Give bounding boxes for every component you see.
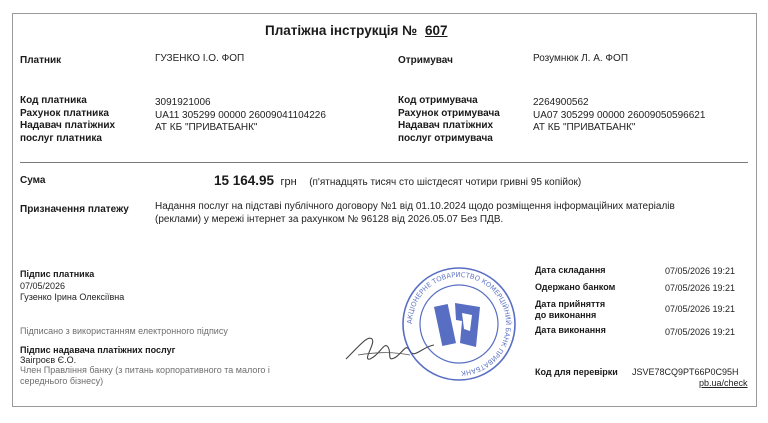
provider-signature-block bbox=[20, 345, 280, 386]
stamp-ring-text: АКЦІОНЕРНЕ ТОВАРИСТВО КОМЕРЦІЙНИЙ БАНК ПРИВАТБАНК bbox=[405, 270, 513, 378]
accepted-date-label-2: до виконання bbox=[535, 310, 597, 320]
recipient-details-labels bbox=[398, 95, 500, 145]
title-label: Платіжна інструкція № bbox=[265, 23, 418, 38]
recipient-name: Розумнюк Л. А. ФОП bbox=[533, 53, 629, 64]
section-divider bbox=[20, 162, 748, 163]
verify-code-label: Код для перевірки bbox=[535, 367, 618, 377]
created-date: 07/05/2026 19:21 bbox=[665, 266, 736, 276]
payer-signature-date: 07/05/2026 bbox=[20, 280, 66, 291]
payer-signature-block bbox=[20, 268, 124, 303]
payer-name: ГУЗЕНКО І.О. ФОП bbox=[155, 53, 245, 64]
provider-signature-name: Заігроєв Є.О. bbox=[20, 355, 77, 365]
recipient-code: 2264900562 bbox=[533, 97, 589, 108]
recipient-code-label: Код отримувача bbox=[398, 95, 478, 106]
payer-code: 3091921006 bbox=[155, 97, 211, 108]
payer-code-label: Код платника bbox=[20, 95, 87, 106]
document-title bbox=[265, 23, 448, 38]
received-date: 07/05/2026 19:21 bbox=[665, 283, 736, 293]
recipient-details-values bbox=[533, 97, 705, 135]
svg-text:АКЦІОНЕРНЕ ТОВАРИСТВО КОМЕРЦІЙ bbox=[406, 271, 513, 377]
recipient-provider-label-2: послуг отримувача bbox=[398, 132, 493, 144]
amount-currency: грн bbox=[280, 176, 297, 188]
verify-link[interactable]: pb.ua/check bbox=[699, 378, 748, 388]
recipient-label: Отримувач bbox=[398, 55, 453, 66]
payer-account-label: Рахунок платника bbox=[20, 107, 109, 119]
recipient-provider-label-1: Надавач платіжних bbox=[398, 120, 494, 131]
payer-account: UA11 305299 00000 26009041104226 bbox=[155, 109, 326, 121]
amount-label: Сума bbox=[20, 175, 46, 186]
payer-provider: АТ КБ "ПРИВАТБАНК" bbox=[155, 122, 258, 133]
document-number: 607 bbox=[424, 23, 448, 38]
executed-date: 07/05/2026 19:21 bbox=[665, 327, 736, 337]
amount-in-words: (п'ятнадцять тисяч сто шістдесят чотири гривні 95 копійок) bbox=[309, 177, 582, 188]
dates-labels bbox=[535, 265, 615, 336]
privatbank-logo-mark bbox=[434, 303, 480, 347]
payer-signature-name: Гузенко Ірина Олексіївна bbox=[20, 291, 125, 302]
accepted-date-label-1: Дата прийняття bbox=[535, 299, 606, 309]
payer-signature-label: Підпис платника bbox=[20, 269, 95, 279]
executed-date-label: Дата виконання bbox=[535, 325, 606, 335]
provider-signature-role: Член Правління банку (з питань корпоративного та малого і середнього бізнесу) bbox=[20, 365, 270, 386]
payer-label: Платник bbox=[20, 55, 62, 66]
payer-details-labels bbox=[20, 95, 115, 145]
received-date-label: Одержано банком bbox=[535, 282, 616, 292]
amount-value: 15 164.95 bbox=[214, 173, 275, 188]
payer-details-values bbox=[155, 97, 326, 135]
created-date-label: Дата складання bbox=[535, 265, 606, 275]
provider-signature-label: Підпис надавача платіжних послуг bbox=[20, 345, 176, 355]
recipient-account: UA07 305299 00000 26009050596621 bbox=[533, 109, 706, 121]
accepted-date: 07/05/2026 19:21 bbox=[665, 304, 736, 314]
payer-provider-label-2: послуг платника bbox=[20, 132, 102, 144]
e-signature-note: Підписано з використанням електронного підпису bbox=[20, 326, 228, 336]
purpose-label: Призначення платежу bbox=[20, 204, 129, 215]
bank-stamp bbox=[400, 265, 518, 383]
recipient-account-label: Рахунок отримувача bbox=[398, 107, 500, 119]
verify-code: JSVE78CQ9PT66P0C95H bbox=[632, 367, 739, 377]
payer-provider-label-1: Надавач платіжних bbox=[20, 120, 116, 131]
recipient-provider: АТ КБ "ПРИВАТБАНК" bbox=[533, 122, 636, 133]
purpose-text: Надання послуг на підставі публічного договору №1 від 01.10.2024 щодо розміщення інформаційних матеріалів (реклами) у мережі інтернет за рахунком № 96128 від 2026.05.07 Без ПДВ. bbox=[155, 201, 675, 225]
amount-row bbox=[214, 172, 581, 190]
